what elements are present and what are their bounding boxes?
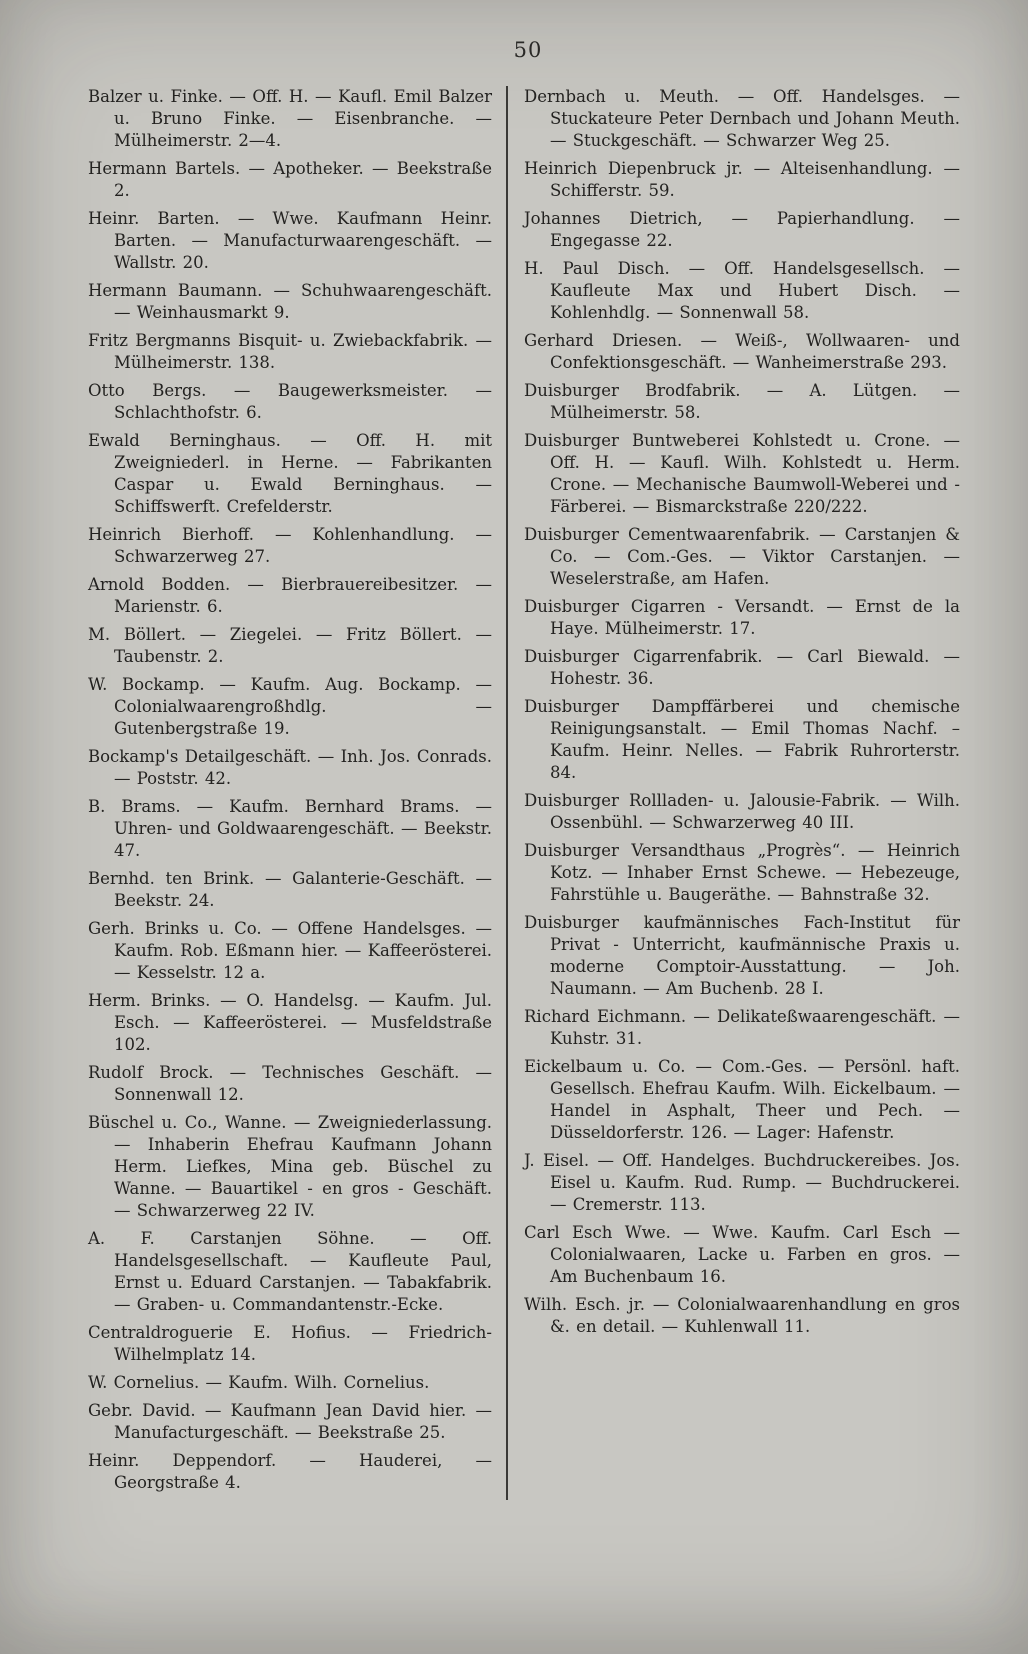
directory-entry: Duisburger Brodfabrik. — A. Lütgen. — Mülheimerstr. 58. (524, 381, 960, 422)
directory-entry: A. F. Carstanjen Söhne. — Off. Handelsgesellschaft. — Kaufleute Paul, Ernst u. Eduard Carstanjen. — Tabakfabrik. — Graben- u. Commandantenstr.-Ecke. (88, 1229, 492, 1314)
directory-entry: Duisburger Cigarrenfabrik. — Carl Biewald. — Hohestr. 36. (524, 647, 960, 688)
directory-entry: Herm. Brinks. — O. Handelsg. — Kaufm. Jul. Esch. — Kaffeerösterei. — Musfeldstraße 102. (88, 991, 492, 1054)
directory-entry: Duisburger Versandthaus „Progrès“. — Heinrich Kotz. — Inhaber Ernst Schewe. — Hebezeuge, Fahrstühle u. Baugeräthe. — Bahnstraße 32. (524, 841, 960, 904)
directory-entry: Wilh. Esch. jr. — Colonialwaarenhandlung en gros &. en detail. — Kuhlenwall 11. (524, 1295, 960, 1336)
directory-entry: Heinr. Barten. — Wwe. Kaufmann Heinr. Barten. — Manufacturwaarengeschäft. — Wallstr. 20. (88, 209, 492, 272)
directory-entry: H. Paul Disch. — Off. Handelsgesellsch. — Kaufleute Max und Hubert Disch. — Kohlenhdlg. — Sonnenwall 58. (524, 259, 960, 322)
directory-entry: Ewald Berninghaus. — Off. H. mit Zweigniederl. in Herne. — Fabrikanten Caspar u. Ewald Berninghaus. — Schiffswerft. Crefelderstr. (88, 431, 492, 516)
directory-entry: Hermann Baumann. — Schuhwaarengeschäft. — Weinhausmarkt 9. (88, 281, 492, 322)
directory-entry: Balzer u. Finke. — Off. H. — Kaufl. Emil Balzer u. Bruno Finke. — Eisenbranche. — Mülheimerstr. 2—4. (88, 87, 492, 150)
page-number: 50 (513, 38, 543, 62)
left-column (88, 86, 506, 1500)
directory-entry: Hermann Bartels. — Apotheker. — Beekstraße 2. (88, 159, 492, 200)
directory-entry: Eickelbaum u. Co. — Com.-Ges. — Persönl. haft. Gesellsch. Ehefrau Kaufm. Wilh. Eickelbaum. — Handel in Asphalt, Theer und Pech. — Düsseldorferstr. 126. — Lager: Hafenstr. (524, 1057, 960, 1142)
directory-entry: W. Bockamp. — Kaufm. Aug. Bockamp. — Colonialwaarengroßhdlg. — Gutenbergstraße 19. (88, 675, 492, 738)
directory-entry: Duisburger Dampffärberei und chemische Reinigungsanstalt. — Emil Thomas Nachf. – Kaufm. Heinr. Nelles. — Fabrik Ruhrorterstr. 84. (524, 697, 960, 782)
directory-entry: Duisburger Buntweberei Kohlstedt u. Crone. — Off. H. — Kaufl. Wilh. Kohlstedt u. Herm. Crone. — Mechanische Baumwoll-Weberei und -Färberei. — Bismarckstraße 220/222. (524, 431, 960, 516)
directory-entry: Duisburger Cementwaarenfabrik. — Carstanjen & Co. — Com.-Ges. — Viktor Carstanjen. — Weselerstraße, am Hafen. (524, 525, 960, 588)
directory-entry: Büschel u. Co., Wanne. — Zweigniederlassung. — Inhaberin Ehefrau Kaufmann Johann Herm. Liefkes, Mina geb. Büschel zu Wanne. — Bauartikel - en gros - Geschäft. — Schwarzerweg 22 IV. (88, 1113, 492, 1220)
directory-entry: J. Eisel. — Off. Handelges. Buchdruckereibes. Jos. Eisel u. Kaufm. Rud. Rump. — Buchdruckerei. — Cremerstr. 113. (524, 1151, 960, 1214)
directory-content (88, 86, 970, 1500)
directory-entry: Otto Bergs. — Baugewerksmeister. — Schlachthofstr. 6. (88, 381, 492, 422)
directory-entry: Centraldroguerie E. Hofius. — Friedrich-Wilhelmplatz 14. (88, 1323, 492, 1364)
directory-entry: Gerhard Driesen. — Weiß-, Wollwaaren- und Confektionsgeschäft. — Wanheimerstraße 293. (524, 331, 960, 372)
directory-entry: Fritz Bergmanns Bisquit- u. Zwiebackfabrik. — Mülheimerstr. 138. (88, 331, 492, 372)
directory-entry: Arnold Bodden. — Bierbrauereibesitzer. — Marienstr. 6. (88, 575, 492, 616)
directory-entry: M. Böllert. — Ziegelei. — Fritz Böllert. — Taubenstr. 2. (88, 625, 492, 666)
directory-entry: Rudolf Brock. — Technisches Geschäft. — Sonnenwall 12. (88, 1063, 492, 1104)
directory-entry: Duisburger kaufmännisches Fach-Institut für Privat - Unterricht, kaufmännische Praxis u. moderne Comptoir-Ausstattung. — Joh. Naumann. — Am Buchenb. 28 I. (524, 913, 960, 998)
directory-entry: B. Brams. — Kaufm. Bernhard Brams. — Uhren- und Goldwaarengeschäft. — Beekstr. 47. (88, 797, 492, 860)
directory-entry: Johannes Dietrich, — Papierhandlung. — Engegasse 22. (524, 209, 960, 250)
directory-entry: Carl Esch Wwe. — Wwe. Kaufm. Carl Esch — Colonialwaaren, Lacke u. Farben en gros. — Am Buchenbaum 16. (524, 1223, 960, 1286)
directory-entry: Dernbach u. Meuth. — Off. Handelsges. — Stuckateure Peter Dernbach und Johann Meuth. — Stuckgeschäft. — Schwarzer Weg 25. (524, 87, 960, 150)
directory-entry: Heinrich Diepenbruck jr. — Alteisenhandlung. — Schifferstr. 59. (524, 159, 960, 200)
directory-entry: Richard Eichmann. — Delikateßwaarengeschäft. — Kuhstr. 31. (524, 1007, 960, 1048)
directory-entry: Duisburger Cigarren - Versandt. — Ernst de la Haye. Mülheimerstr. 17. (524, 597, 960, 638)
directory-entry: Heinrich Bierhoff. — Kohlenhandlung. — Schwarzerweg 27. (88, 525, 492, 566)
directory-entry: Bockamp's Detailgeschäft. — Inh. Jos. Conrads. — Poststr. 42. (88, 747, 492, 788)
directory-entry: W. Cornelius. — Kaufm. Wilh. Cornelius. (88, 1373, 430, 1392)
right-column (508, 86, 960, 1500)
directory-entry: Gebr. David. — Kaufmann Jean David hier. — Manufacturgeschäft. — Beekstraße 25. (88, 1401, 492, 1442)
directory-entry: Bernhd. ten Brink. — Galanterie-Geschäft. — Beekstr. 24. (88, 869, 492, 910)
directory-entry: Gerh. Brinks u. Co. — Offene Handelsges. — Kaufm. Rob. Eßmann hier. — Kaffeerösterei. — Kesselstr. 12 a. (88, 919, 492, 982)
directory-entry: Heinr. Deppendorf. — Hauderei, — Georgstraße 4. (88, 1451, 492, 1492)
directory-entry: Duisburger Rollladen- u. Jalousie-Fabrik. — Wilh. Ossenbühl. — Schwarzerweg 40 III. (524, 791, 960, 832)
